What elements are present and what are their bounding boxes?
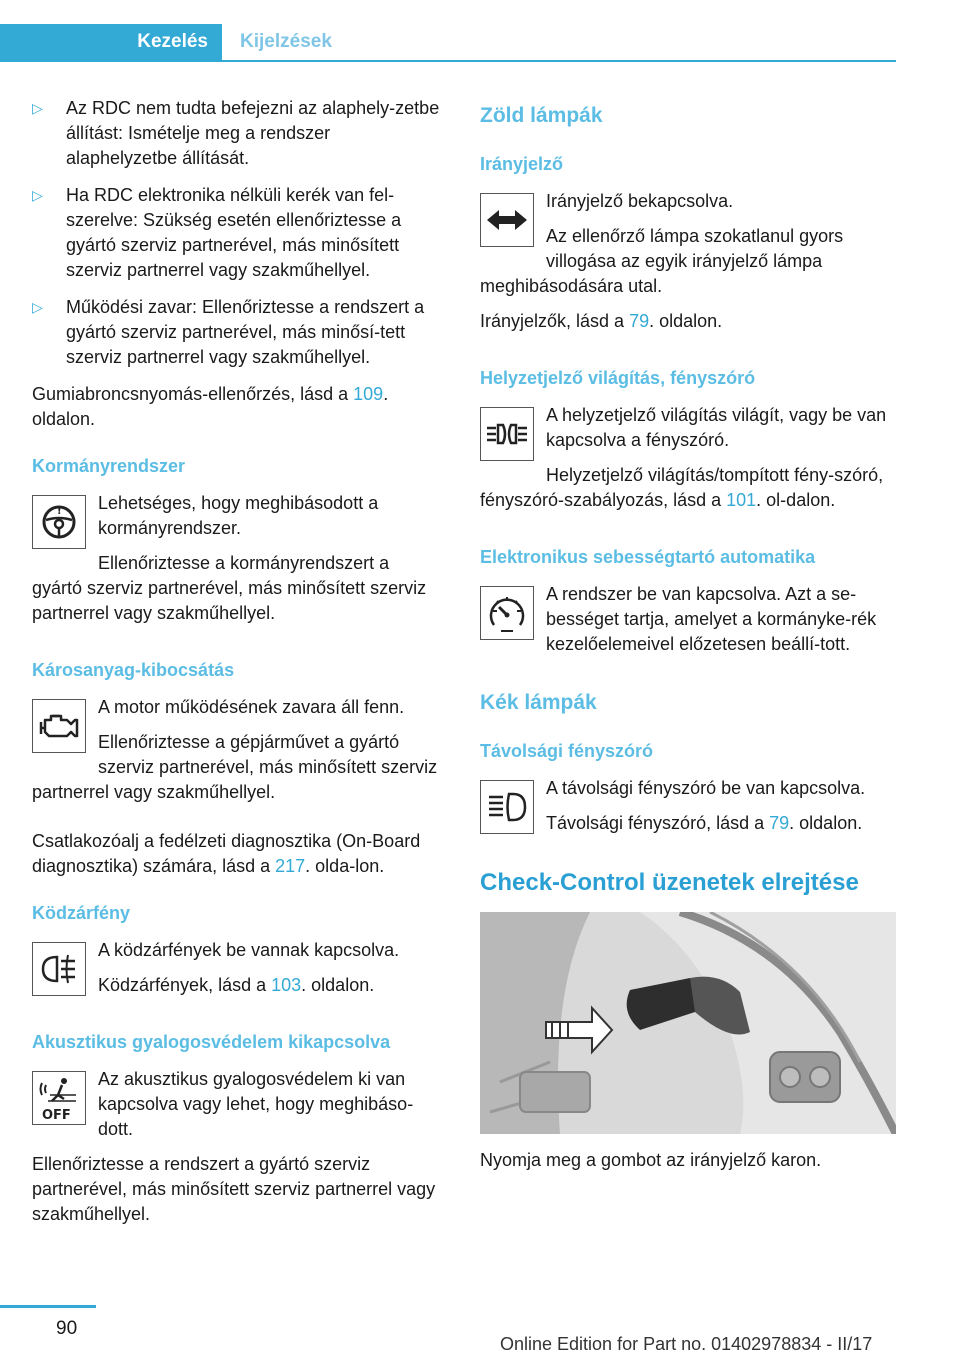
section-title-high-beam: Távolsági fényszóró [480, 741, 654, 761]
header-subsection-tab[interactable]: Kijelzések [240, 31, 332, 52]
obd-reference: Csatlakozóalj a fedélzeti diagnosztika (On-Board diagnosztika) számára, lásd a 217. olda‐lon. [32, 831, 421, 876]
svg-text:OFF: OFF [42, 1108, 71, 1121]
rear-fog-light-icon [32, 942, 86, 996]
steering-warning-icon [32, 495, 86, 549]
high-beam-reference: Távolsági fényszóró, lásd a 79. oldalon. [546, 813, 863, 833]
section-title-turn: Irányjelző [480, 154, 564, 174]
bullet-text: Ha RDC elektronika nélküli kerék van fel‐szerelve: Szükség esetén ellenőriztesse a gyártó szerviz partnerével, más minősített szerviz partnerrel vagy szakműhellyel. [66, 185, 402, 280]
steering-block [32, 491, 444, 636]
parking-block [480, 403, 896, 523]
bullet-text: Az RDC nem tudta befejezni az alaphely‐zetbe állítást: Ismételje meg a rendszer alaphelyzetbe állítását. [66, 98, 440, 168]
parking-reference: Helyzetjelző világítás/tompított fény‐szóró, fényszóró-szabályozás, lásd a 101. ol‐dalon. [480, 465, 884, 510]
tire-pressure-reference: Gumiabroncsnyomás-ellenőrzés, lásd a 109. oldalon. [32, 384, 389, 429]
cruise-block [480, 582, 896, 667]
section-title-parking: Helyzetjelző világítás, fényszóró [480, 368, 756, 388]
page-link[interactable]: 103 [271, 975, 302, 995]
triangle-bullet-icon: ▷ [32, 100, 43, 116]
section-title-pedestrian: Akusztikus gyalogosvédelem kikapcsolva [32, 1032, 391, 1052]
page-number: 90 [56, 1318, 78, 1339]
section-title-check-control: Check-Control üzenetek elrejtése [480, 869, 859, 896]
page-link[interactable]: 79 [629, 311, 650, 331]
cruise-text: A rendszer be van kapcsolva. Azt a se‐bességet tartja, amelyet a kormányke‐rék kezelőelemeivel előzetesen beállí‐tott. [546, 584, 877, 654]
engine-icon [32, 699, 86, 753]
page-link[interactable]: 101 [726, 490, 757, 510]
fog-block [32, 938, 444, 1008]
high-beam-text: A távolsági fényszóró be van kapcsolva. [546, 778, 866, 798]
turn-text: Irányjelző bekapcsolva. [546, 191, 734, 211]
page-link[interactable]: 79 [769, 813, 790, 833]
turn-block [480, 189, 896, 344]
emission-advice: Ellenőriztesse a gépjárművet a gyártó szerviz partnerével, más minősített szerviz partnerrel vagy szakműhellyel. [32, 732, 438, 802]
section-title-fog: Ködzárfény [32, 903, 131, 923]
high-beam-icon [480, 780, 534, 834]
parking-text: A helyzetjelző világítás világít, vagy be van kapcsolva a fényszóró. [546, 405, 887, 450]
triangle-bullet-icon: ▷ [32, 299, 43, 315]
steering-text: Lehetséges, hogy meghibásodott a kormányrendszer. [98, 493, 379, 538]
bullet-item [32, 96, 444, 171]
high-beam-block [480, 776, 896, 846]
header-section-tab[interactable]: Kezelés [0, 24, 222, 60]
footer-rule [0, 1305, 96, 1308]
bullet-item [32, 183, 444, 283]
section-title-blue: Kék lámpák [480, 691, 597, 714]
page-link[interactable]: 217 [275, 856, 306, 876]
steering-advice: Ellenőriztesse a kormányrendszert a gyártó szerviz partnerével, más minősített szerviz partnerrel vagy szakműhellyel. [32, 553, 427, 623]
right-column [480, 96, 896, 1183]
section-title-cruise: Elektronikus sebességtartó automatika [480, 547, 816, 567]
fog-text: A ködzárfények be vannak kapcsolva. [98, 940, 400, 960]
emission-block [32, 695, 444, 815]
turn-signal-stalk-photo [480, 912, 896, 1134]
emission-text: A motor működésének zavara áll fenn. [98, 697, 405, 717]
page-link[interactable]: 109 [353, 384, 384, 404]
svg-text:!: ! [57, 506, 62, 517]
pedestrian-text: Az akusztikus gyalogosvédelem ki van kapcsolva vagy lehet, hogy meghibáso‐dott. [98, 1069, 414, 1139]
bullet-item [32, 295, 444, 370]
pedestrian-advice: Ellenőriztesse a rendszert a gyártó szerviz partnerével, más minősített szerviz partnerrel vagy szakműhellyel. [32, 1154, 436, 1224]
fog-reference: Ködzárfények, lásd a 103. oldalon. [98, 975, 375, 995]
parking-light-icon [480, 407, 534, 461]
cruise-control-icon [480, 586, 534, 640]
section-title-emission: Károsanyag-kibocsátás [32, 660, 235, 680]
page-header [0, 24, 896, 62]
triangle-bullet-icon: ▷ [32, 187, 43, 203]
edition-note: Online Edition for Part no. 01402978834 - II/17 [500, 1334, 873, 1354]
turn-signal-icon [480, 193, 534, 247]
section-title-steering: Kormányrendszer [32, 456, 186, 476]
turn-advice: Az ellenőrző lámpa szokatlanul gyors villogása az egyik irányjelző lámpa meghibásodására utal. [480, 226, 844, 296]
photo-caption: Nyomja meg a gombot az irányjelző karon. [480, 1150, 822, 1170]
header-rule [0, 60, 896, 62]
bullet-text: Működési zavar: Ellenőriztesse a rendszert a gyártó szerviz partnerével, más minősí‐tett szerviz partnerrel vagy szakműhellyel. [66, 297, 425, 367]
turn-reference: Irányjelzők, lásd a 79. oldalon. [480, 311, 723, 331]
left-column [32, 96, 444, 1237]
pedestrian-off-icon [32, 1071, 86, 1125]
section-title-green: Zöld lámpák [480, 104, 603, 127]
pedestrian-block [32, 1067, 444, 1237]
